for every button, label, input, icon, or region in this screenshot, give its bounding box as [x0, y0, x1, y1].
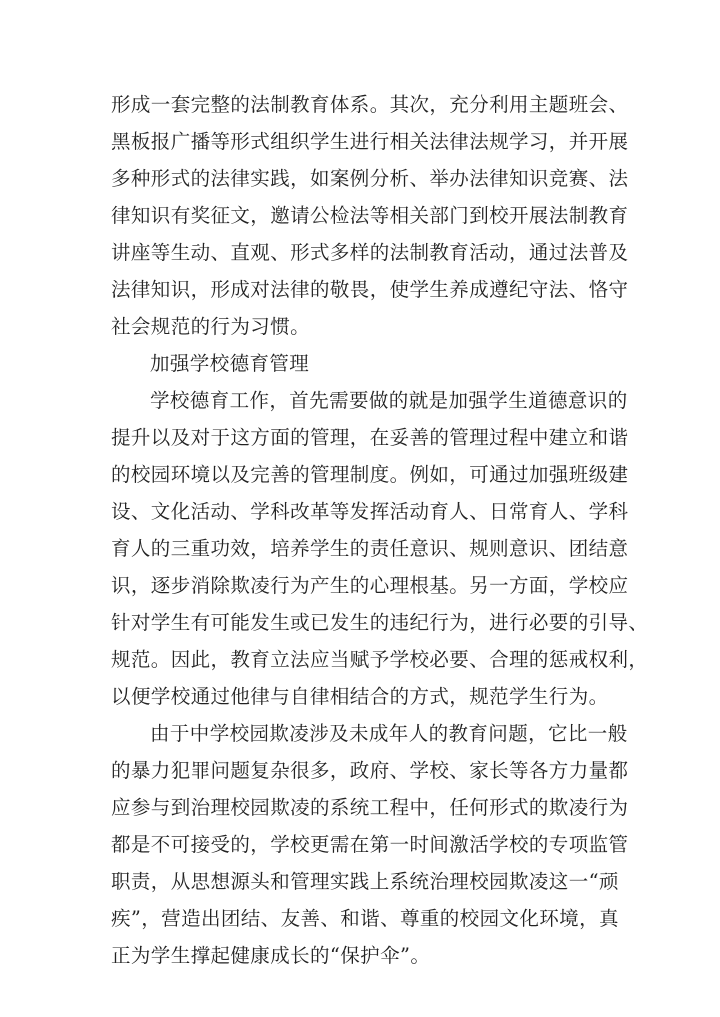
text-line: 以便学校通过他律与自律相结合的方式，规范学生行为。 — [111, 685, 609, 708]
text-line: 法律知识，形成对法律的敬畏，使学生养成遵纪守法、恪守 — [111, 278, 629, 301]
section-heading — [111, 345, 615, 382]
text-line: 职责，从思想源头和管理实践上系统治理校园欺凌这一“顽 — [111, 870, 619, 893]
document-page — [111, 86, 649, 974]
paragraph-legal-education — [111, 86, 629, 345]
heading-moral-education: 加强学校德育管理 — [150, 352, 310, 375]
text-line: 针对学生有可能发生或已发生的违纪行为，进行必要的引导、 — [111, 611, 649, 634]
text-line: 提升以及对于这方面的管理，在妥善的管理过程中建立和谐 — [111, 426, 629, 449]
text-line: 黑板报广播等形式组织学生进行相关法律法规学习，并开展 — [111, 130, 629, 153]
text-line: 由于中学校园欺凌涉及未成年人的教育问题，它比一般 — [150, 722, 628, 745]
text-line: 正为学生撑起健康成长的“保护伞”。 — [111, 944, 431, 967]
text-line: 的暴力犯罪问题复杂很多，政府、学校、家长等各方力量都 — [111, 759, 629, 782]
text-line: 形成一套完整的法制教育体系。其次，充分利用主题班会、 — [111, 93, 629, 116]
text-line: 识，逐步消除欺凌行为产生的心理根基。另一方面，学校应 — [111, 574, 629, 597]
text-line: 规范。因此，教育立法应当赋予学校必要、合理的惩戒权利， — [111, 648, 649, 671]
text-line: 的校园环境以及完善的管理制度。例如，可通过加强班级建 — [111, 463, 629, 486]
text-line: 都是不可接受的，学校更需在第一时间激活学校的专项监管 — [111, 833, 629, 856]
text-line: 多种形式的法律实践，如案例分析、举办法律知识竞赛、法 — [111, 167, 629, 190]
text-line: 疾”，营造出团结、友善、和谐、尊重的校园文化环境，真 — [111, 907, 619, 930]
paragraph-moral-management — [111, 382, 649, 715]
text-line: 学校德育工作，首先需要做的就是加强学生道德意识的 — [150, 389, 628, 412]
text-line: 应参与到治理校园欺凌的系统工程中，任何形式的欺凌行为 — [111, 796, 629, 819]
text-line: 律知识有奖征文，邀请公检法等相关部门到校开展法制教育 — [111, 204, 629, 227]
text-line: 讲座等生动、直观、形式多样的法制教育活动，通过法普及 — [111, 241, 629, 264]
text-line: 设、文化活动、学科改革等发挥活动育人、日常育人、学科 — [111, 500, 629, 523]
paragraph-bullying-governance — [111, 715, 629, 974]
text-line: 社会规范的行为习惯。 — [111, 315, 311, 338]
text-line: 育人的三重功效，培养学生的责任意识、规则意识、团结意 — [111, 537, 629, 560]
